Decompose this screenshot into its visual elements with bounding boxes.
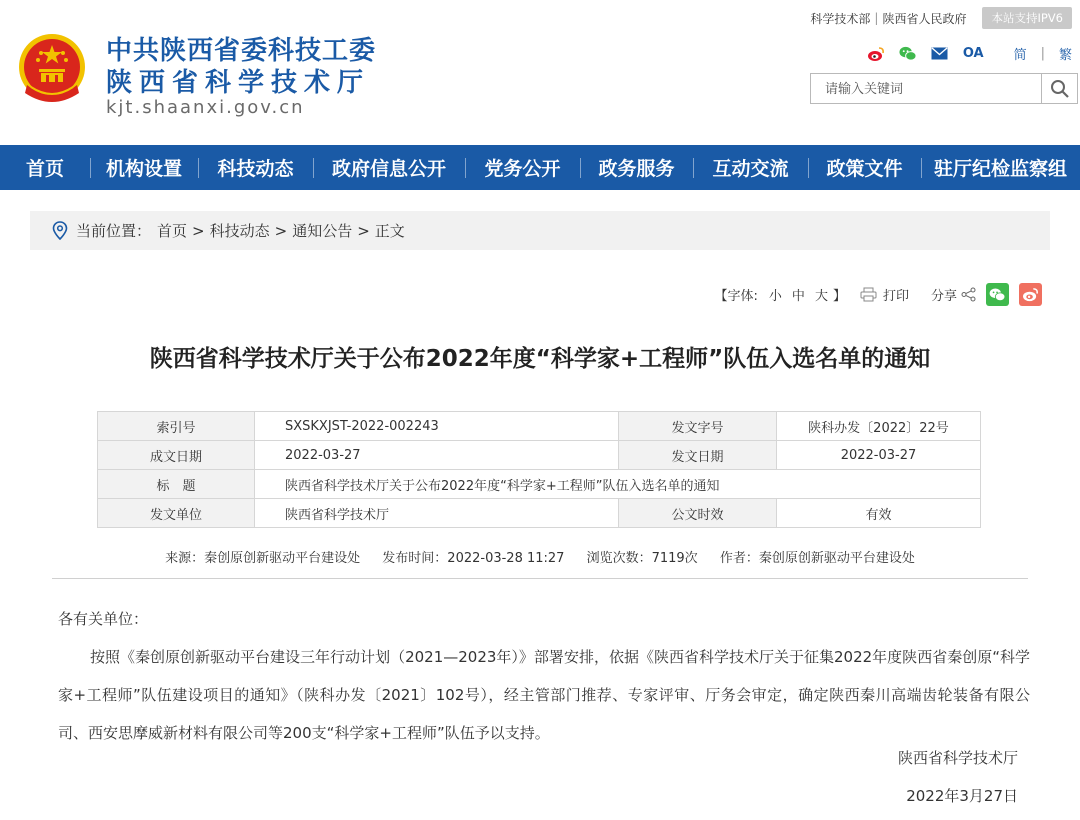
breadcrumb-separator: >: [357, 221, 370, 240]
breadcrumb-notices[interactable]: 通知公告: [292, 222, 353, 240]
issued-date-value: 2022-03-27: [777, 441, 981, 470]
view-count-text: 浏览次数：7119次: [586, 551, 698, 566]
nav-item-gov-info[interactable]: 政府信息公开: [313, 145, 465, 190]
title-value: 陕西省科学技术厅关于公布2022年度“科学家+工程师”队伍入选名单的通知: [255, 470, 981, 499]
font-size-label: 【字体:: [714, 289, 758, 304]
nav-item-home[interactable]: 首页: [25, 158, 64, 180]
weibo-share-icon[interactable]: [1019, 283, 1042, 306]
header-icons: [867, 44, 1072, 63]
font-size-medium[interactable]: 中: [791, 289, 805, 304]
article-title: 陕西省科学技术厅关于公布2022年度“科学家+工程师”队伍入选名单的通知: [149, 346, 931, 372]
created-date-value: 2022-03-27: [255, 441, 619, 470]
font-size-large[interactable]: 大: [814, 289, 828, 304]
location-pin-icon: [52, 221, 68, 240]
font-size-small[interactable]: 小: [768, 289, 782, 304]
nav-item-organization[interactable]: 机构设置: [90, 145, 198, 190]
ipv6-badge: 本站支持IPV6: [982, 7, 1072, 29]
wechat-icon[interactable]: [899, 45, 917, 63]
main-nav: [0, 145, 1080, 190]
issuing-unit-label: 发文单位: [98, 499, 255, 528]
share-icon[interactable]: [961, 287, 976, 302]
national-emblem-logo[interactable]: [17, 33, 87, 105]
search-icon: [1050, 79, 1070, 99]
search-input[interactable]: [811, 74, 1041, 103]
body-paragraph: 按照《秦创原创新驱动平台建设三年行动计划（2021—2023年）》部署安排，依据《陕西省科学技术厅关于征集2022年度陕西省秦创原“科学家+工程师”队伍建设项目的通知》（陕科办发〔2021〕102号），经主管部门推荐、专家评审、厅务会审定，确定陕西秦川高端齿轮装备有限公司、西安思摩威新材料有限公司等200支“科学家+工程师”队伍予以支持。: [58, 648, 1030, 742]
wechat-share-icon[interactable]: [986, 283, 1009, 306]
issuing-unit-value: 陕西省科学技术厅: [255, 499, 619, 528]
document-info-table: [97, 411, 981, 528]
site-name-line2: 陕西省科学技术厅: [106, 68, 371, 98]
created-date-label: 成文日期: [98, 441, 255, 470]
oa-icon[interactable]: OA: [962, 46, 984, 61]
print-button[interactable]: [860, 285, 909, 304]
index-label: 索引号: [98, 412, 255, 441]
breadcrumb: [30, 211, 1050, 250]
table-row: [98, 412, 981, 441]
divider: [52, 578, 1028, 579]
validity-value: 有效: [777, 499, 981, 528]
article-body: [58, 600, 1030, 752]
table-row: [98, 441, 981, 470]
article-meta: [0, 547, 1080, 566]
nav-item-news[interactable]: 科技动态: [198, 145, 313, 190]
link-separator: |: [874, 11, 879, 25]
search-box: [810, 73, 1078, 104]
nav-item-discipline[interactable]: 驻厅纪检监察组: [921, 145, 1080, 190]
font-size-end: 】: [832, 289, 846, 304]
lang-separator: |: [1040, 46, 1045, 61]
print-label: 打印: [882, 289, 909, 304]
site-name-line1: 中共陕西省委科技工委: [106, 36, 377, 66]
breadcrumb-current: 正文: [374, 222, 405, 240]
nav-item-party-affairs[interactable]: 党务公开: [465, 145, 580, 190]
article-tools: [715, 283, 1042, 306]
source-text: 来源：秦创原创新驱动平台建设处: [165, 551, 361, 566]
lang-simplified[interactable]: 简: [1013, 48, 1027, 63]
printer-icon: [860, 287, 877, 302]
search-button[interactable]: [1041, 74, 1077, 103]
docno-label: 发文字号: [619, 412, 777, 441]
validity-label: 公文时效: [619, 499, 777, 528]
docno-value: 陕科办发〔2022〕22号: [777, 412, 981, 441]
top-links: [806, 7, 1072, 29]
signature: 陕西省科学技术厅: [897, 749, 1018, 767]
sign-date: 2022年3月27日: [906, 787, 1018, 805]
link-most[interactable]: 科学技术部: [810, 11, 871, 26]
table-row: [98, 470, 981, 499]
index-value: SXSKXJST-2022-002243: [255, 412, 619, 441]
weibo-icon[interactable]: [867, 45, 885, 63]
nav-item-policies[interactable]: 政策文件: [808, 145, 921, 190]
issued-date-label: 发文日期: [619, 441, 777, 470]
breadcrumb-news[interactable]: 科技动态: [209, 222, 270, 240]
title-label: 标 题: [98, 470, 255, 499]
breadcrumb-home[interactable]: 首页: [157, 222, 188, 240]
share-label: 分享: [930, 289, 957, 304]
lang-traditional[interactable]: 繁: [1058, 48, 1072, 63]
nav-item-interaction[interactable]: 互动交流: [693, 145, 808, 190]
breadcrumb-separator: >: [274, 221, 288, 240]
breadcrumb-label: 当前位置：: [76, 222, 152, 240]
link-shaanxi-gov[interactable]: 陕西省人民政府: [882, 11, 967, 26]
author-text: 作者：秦创原创新驱动平台建设处: [719, 551, 915, 566]
share-group: [931, 285, 976, 304]
site-domain: kjt.shaanxi.gov.cn: [106, 97, 305, 118]
greeting: 各有关单位：: [58, 610, 149, 628]
publish-time-text: 发布时间：2022-03-28 11:27: [382, 551, 565, 566]
mail-icon[interactable]: [931, 45, 949, 63]
table-row: [98, 499, 981, 528]
breadcrumb-separator: >: [192, 221, 205, 240]
nav-item-services[interactable]: 政务服务: [580, 145, 693, 190]
